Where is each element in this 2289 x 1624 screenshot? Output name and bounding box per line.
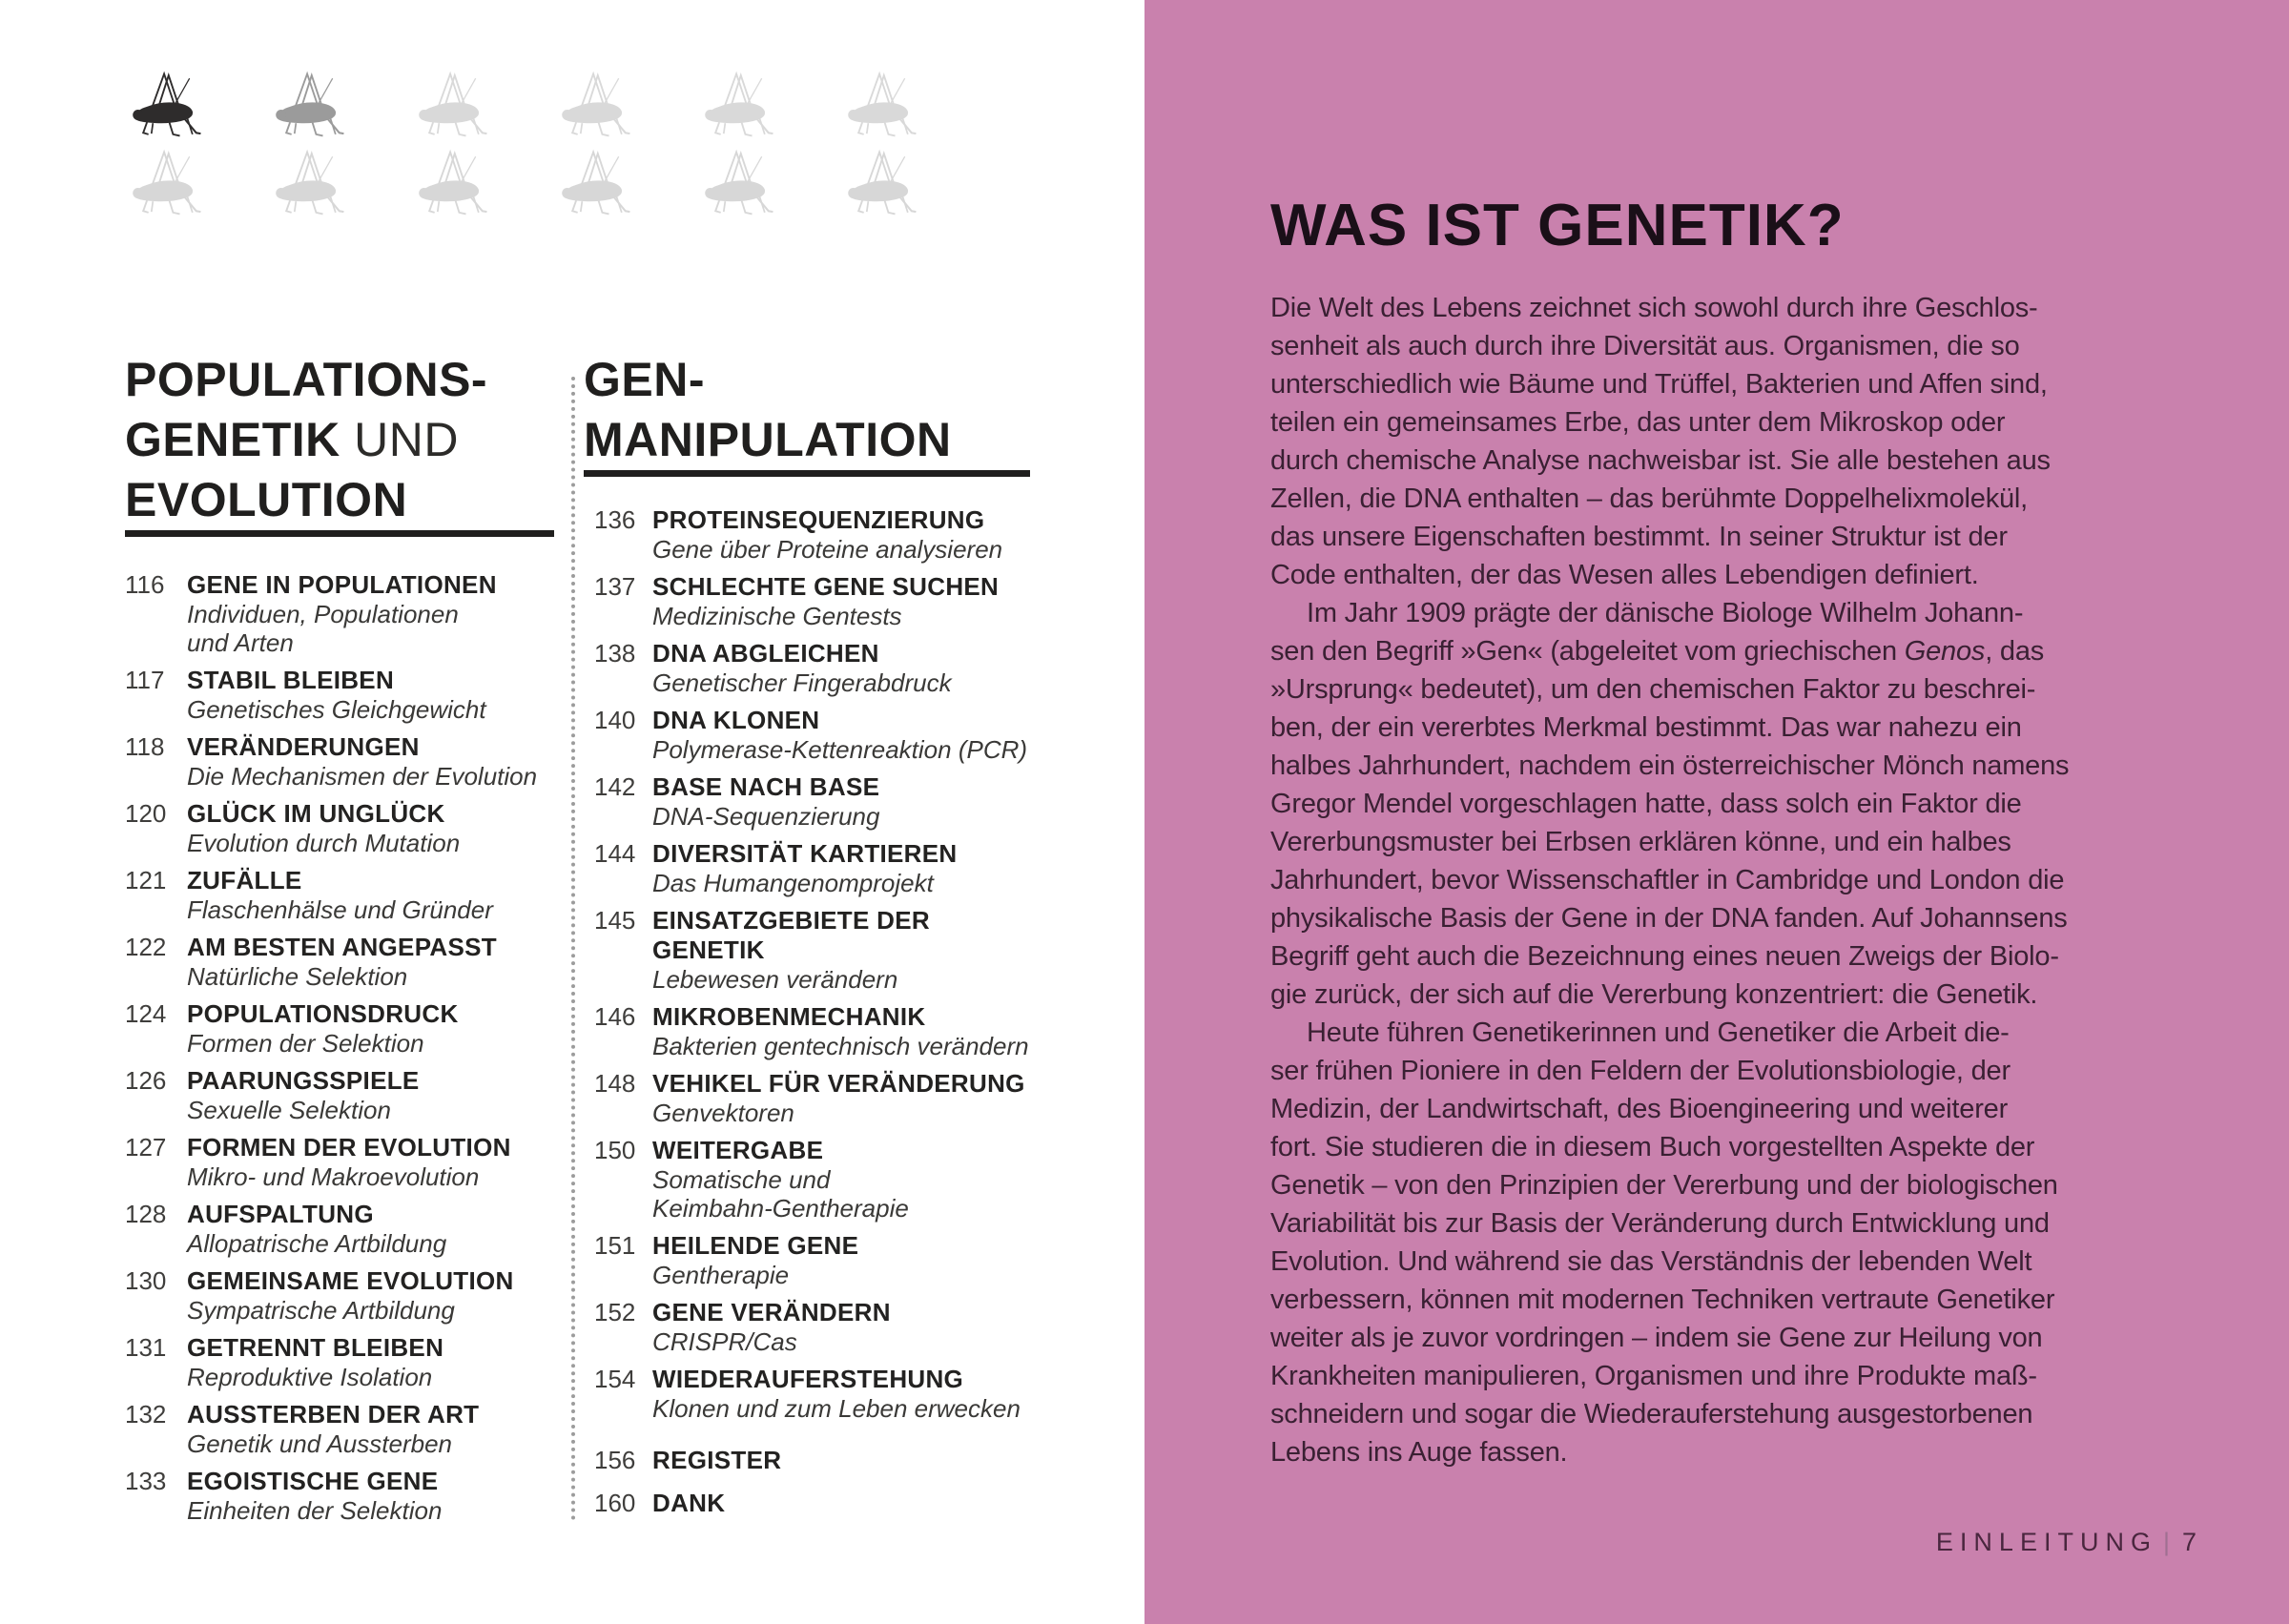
toc-entry-subtitle: Gene über Proteine analysieren [652,535,1003,564]
grasshopper-icon [553,147,696,216]
toc-entry-subtitle: Genetischer Fingerabdruck [652,668,952,697]
intro-text-line: Evolution. Und während sie das Verständnis der lebenden Welt [1270,1246,2032,1277]
toc-entry-body [652,572,1032,630]
toc-entry [584,1002,1032,1060]
toc-entry [125,866,562,924]
toc-entry-page-number: 145 [594,906,636,935]
intro-text-line: Lebens ins Auge fassen. [1270,1437,1568,1468]
toc-entry-subtitle: Genetik und Aussterben [187,1429,452,1458]
footer-separator: | [2162,1528,2176,1556]
toc-entry-body [652,839,1032,897]
toc-entry-subtitle: Medizinische Gentests [652,602,902,630]
toc-entry [584,639,1032,697]
toc-entry-title: EGOISTISCHE GENE [187,1467,439,1495]
toc-entry-page-number: 117 [125,666,165,694]
toc-entry-subtitle: Allopatrische Artbildung [187,1229,447,1258]
intro-text-line: Gregor Mendel vorgeschlagen hatte, dass solch ein Faktor die [1270,789,2022,819]
toc-entry-body [652,1298,1032,1356]
toc-entry-subtitle: und Arten [187,628,294,657]
toc-entry [584,772,1032,831]
toc-entry-subtitle: Reproduktive Isolation [187,1363,433,1391]
toc-title-bold-text: GEN- [584,353,705,406]
toc-entry [584,1446,1032,1475]
grasshopper-icon [839,147,982,216]
toc-entry-body [187,866,562,924]
toc-entry-title: REGISTER [652,1446,782,1474]
intro-text-line: Variabilität bis zur Basis der Veränderung durch Entwicklung und [1270,1208,2050,1239]
toc-entry [125,666,562,724]
toc-entry-title: AUSSTERBEN DER ART [187,1400,480,1429]
grasshopper-icon [267,69,410,137]
toc-entry-page-number: 132 [125,1400,167,1429]
toc-section-title-line [584,350,1032,410]
intro-text-line: Begriff geht auch die Bezeichnung eines neuen Zweigs der Biolo- [1270,941,2059,972]
intro-text-line: Im Jahr 1909 prägte der dänische Biologe Wilhelm Johann- [1307,598,2024,628]
intro-text-line: Genetik – von den Prinzipien der Vererbung und der biologischen [1270,1170,2058,1201]
toc-entry [584,1069,1032,1127]
toc-entry-title: GEMEINSAME EVOLUTION [187,1266,514,1295]
toc-entry-page-number: 126 [125,1066,167,1095]
toc-entry [125,570,562,657]
toc-entry-body [652,706,1032,764]
toc-entry-list [125,570,562,1525]
toc-section-rule [584,470,1030,477]
toc-entry-body [187,1200,562,1258]
intro-text-line: Zellen, die DNA enthalten – das berühmte Doppelhelixmolekül, [1270,483,2029,514]
toc-section-genmanipulation [584,350,1032,1531]
toc-entry-body [187,666,562,724]
toc-section-title-line [125,470,562,530]
toc-entry-body [187,1333,562,1391]
intro-text-line: durch chemische Analyse nachweisbar ist. Sie alle bestehen aus [1270,445,2051,476]
toc-entry [584,1298,1032,1356]
toc-section-title-line [125,350,562,410]
toc-entry-subtitle: Sympatrische Artbildung [187,1296,455,1325]
toc-entry-subtitle: Natürliche Selektion [187,962,408,991]
toc-entry-page-number: 137 [594,572,636,601]
toc-entry-list [584,505,1032,1423]
grasshopper-icon [553,69,696,137]
toc-entry-title: STABIL BLEIBEN [187,666,395,694]
toc-entry [584,839,1032,897]
toc-entry [125,1400,562,1458]
toc-entry [125,799,562,857]
toc-entry-body [187,1400,562,1458]
toc-title-bold-text: MANIPULATION [584,413,952,466]
toc-entry-title: AM BESTEN ANGEPASST [187,933,497,961]
intro-text-line: schneidern und sogar die Wiederauferstehung ausgestorbenen [1270,1399,2033,1429]
toc-entry-page-number: 131 [125,1333,167,1362]
grasshopper-icon [124,147,267,216]
toc-entry-subtitle: Keimbahn-Gentherapie [652,1194,909,1223]
toc-entry-body [187,1133,562,1191]
toc-entry-page-number: 133 [125,1467,167,1495]
toc-entry-page-number: 122 [125,933,167,961]
toc-entry-body [652,639,1032,697]
toc-entry [125,933,562,991]
intro-text-line: »Ursprung« bedeutet), um den chemischen Faktor zu beschrei- [1270,674,2036,705]
intro-text-line: Die Welt des Lebens zeichnet sich sowohl durch ihre Geschlos- [1270,293,2038,323]
intro-text-line: senheit als auch durch ihre Diversität aus. Organismen, die so [1270,331,2020,361]
toc-entry-body [652,1002,1032,1060]
grasshopper-icon [124,69,267,137]
toc-entry [584,572,1032,630]
toc-entry-title: EINSATZGEBIETE DER [652,906,930,935]
toc-entry-page-number: 156 [594,1446,636,1474]
toc-entry-page-number: 151 [594,1231,636,1260]
toc-entry-body [187,999,562,1058]
grasshopper-icon [267,147,410,216]
intro-text-line: Medizin, der Landwirtschaft, des Bioengineering und weiterer [1270,1094,2009,1124]
toc-entry-body [187,933,562,991]
intro-text-line: Vererbungsmuster bei Erbsen erklären könne, und ein halbes [1270,827,2011,857]
toc-entry-page-number: 130 [125,1266,167,1295]
toc-entry-title: SCHLECHTE GENE SUCHEN [652,572,1000,601]
toc-entry-title: GENE IN POPULATIONEN [187,570,497,599]
toc-entry-subtitle: Bakterien gentechnisch verändern [652,1032,1029,1060]
grasshopper-icon [696,69,839,137]
toc-entry-subtitle: DNA-Sequenzierung [652,802,880,831]
toc-entry [125,1066,562,1124]
footer-page-number: 7 [2181,1528,2203,1556]
toc-entry-page-number: 118 [125,732,165,761]
toc-entry-subtitle: Die Mechanismen der Evolution [187,762,538,791]
intro-text-line: Code enthalten, der das Wesen alles Lebendigen definiert. [1270,560,1979,590]
toc-page [0,0,1144,1624]
page-title: WAS IST GENETIK? [1270,193,1845,258]
intro-text-line: ben, der ein vererbtes Merkmal bestimmt. Das war nahezu ein [1270,712,2022,743]
toc-entry-title: AUFSPALTUNG [187,1200,374,1228]
toc-entry-title: FORMEN DER EVOLUTION [187,1133,511,1161]
toc-entry [584,1136,1032,1223]
toc-entry-title: ZUFÄLLE [187,866,302,894]
dotted-column-divider [571,377,575,1521]
toc-entry-page-number: 150 [594,1136,636,1164]
toc-entry-subtitle: Individuen, Populationen [187,600,459,628]
toc-entry [584,706,1032,764]
toc-title-bold-text: GENETIK [125,413,340,466]
grasshopper-illustration [124,69,982,225]
toc-entry [584,505,1032,564]
toc-entry-page-number: 152 [594,1298,636,1326]
toc-entry [125,1266,562,1325]
toc-title-bold-text: EVOLUTION [125,473,408,526]
toc-entry-body [652,1231,1032,1289]
toc-entry-page-number: 144 [594,839,636,868]
toc-entry-page-number: 138 [594,639,636,668]
toc-entry [125,1467,562,1525]
intro-text-line: weiter als je zuvor vordringen – indem sie Gene zur Heilung von [1270,1323,2043,1353]
toc-entry-page-number: 136 [594,505,636,534]
toc-entry-title: DANK [652,1489,726,1517]
toc-entry-page-number: 160 [594,1489,636,1517]
intro-body-text [1270,289,2129,1471]
toc-section-title-line [584,410,1032,470]
intro-text-line: verbessern, können mit modernen Techniken vertraute Genetiker [1270,1285,2055,1315]
toc-entry-subtitle: Gentherapie [652,1261,790,1289]
toc-entry-subtitle: Einheiten der Selektion [187,1496,443,1525]
toc-entry-title: DNA ABGLEICHEN [652,639,879,668]
page-footer [1936,1528,2203,1557]
toc-entry-subtitle: Somatische und [652,1165,831,1194]
intro-text-line: Jahrhundert, bevor Wissenschaftler in Cambridge und London die [1270,865,2065,895]
grasshopper-icon [839,69,982,137]
toc-entry-title: POPULATIONSDRUCK [187,999,459,1028]
toc-entry-page-number: 116 [125,570,165,599]
toc-entry-subtitle: Sexuelle Selektion [187,1096,391,1124]
toc-entry-title: PROTEINSEQUENZIERUNG [652,505,985,534]
toc-entry-body [652,772,1032,831]
toc-section-populationsgenetik [125,350,562,1533]
toc-entry-subtitle: Das Humangenomprojekt [652,869,934,897]
toc-section-rule [125,530,554,537]
toc-entry-body [652,906,1032,994]
toc-entry [125,1200,562,1258]
toc-entry-subtitle: Mikro- und Makroevolution [187,1162,480,1191]
toc-section-title-line [125,410,562,470]
toc-entry [125,1333,562,1391]
toc-entry-subtitle: Polymerase-Kettenreaktion (PCR) [652,735,1028,764]
intro-text-line: fort. Sie studieren die in diesem Buch vorgestellten Aspekte der [1270,1132,2035,1162]
toc-entry-title: GENETIK [652,935,765,964]
intro-page [1144,0,2289,1624]
toc-entry-title: WEITERGABE [652,1136,824,1164]
toc-entry-subtitle: Lebewesen verändern [652,965,898,994]
toc-entry-page-number: 148 [594,1069,636,1098]
toc-entry-page-number: 154 [594,1365,636,1393]
toc-entry-title: BASE NACH BASE [652,772,880,801]
toc-entry [125,732,562,791]
toc-entry-body [652,1069,1032,1127]
toc-entry-title: GETRENNT BLEIBEN [187,1333,444,1362]
toc-entry-body [652,505,1032,564]
toc-entry [125,1133,562,1191]
toc-entry-subtitle: Klonen und zum Leben erwecken [652,1394,1021,1423]
grasshopper-icon [410,69,553,137]
toc-entry [584,1365,1032,1423]
toc-entry-body [187,570,562,657]
toc-entry-body [652,1136,1032,1223]
toc-entry [584,1231,1032,1289]
intro-text-line: das unsere Eigenschaften bestimmt. In seiner Struktur ist der [1270,522,2008,552]
intro-text-line: physikalische Basis der Gene in der DNA fanden. Auf Johannsens [1270,903,2068,934]
grasshopper-icon [696,147,839,216]
toc-entry-title: PAARUNGSSPIELE [187,1066,420,1095]
toc-entry-page-number: 146 [594,1002,636,1031]
toc-entry [125,999,562,1058]
toc-entry-body [187,799,562,857]
grasshopper-row [124,147,982,225]
toc-entry-page-number: 124 [125,999,167,1028]
grasshopper-row [124,69,982,147]
toc-entry-body [187,1066,562,1124]
toc-entry-title: HEILENDE GENE [652,1231,859,1260]
toc-entry-title: VERÄNDERUNGEN [187,732,420,761]
toc-entry-subtitle: Evolution durch Mutation [187,829,461,857]
toc-entry-page-number: 142 [594,772,636,801]
toc-entry-page-number: 140 [594,706,636,734]
toc-entry-page-number: 128 [125,1200,167,1228]
toc-title-bold-text: POPULATIONS- [125,353,488,406]
intro-text-line: Krankheiten manipulieren, Organismen und ihre Produkte maß- [1270,1361,2037,1391]
toc-entry-subtitle: Genetisches Gleichgewicht [187,695,486,724]
intro-text-line: sen den Begriff »Gen« (abgeleitet vom griechischen Genos, das [1270,636,2045,667]
intro-text-line: gie zurück, der sich auf die Vererbung konzentriert: die Genetik. [1270,979,2038,1010]
toc-entry-title: DNA KLONEN [652,706,820,734]
grasshopper-icon [410,147,553,216]
intro-text-line: teilen ein gemeinsames Erbe, das unter dem Mikroskop oder [1270,407,2006,438]
toc-entry-page-number: 121 [125,866,167,894]
toc-entry-title: MIKROBENMECHANIK [652,1002,926,1031]
toc-entry-subtitle: CRISPR/Cas [652,1327,797,1356]
toc-entry [584,1489,1032,1518]
toc-entry-subtitle: Genvektoren [652,1099,794,1127]
toc-entry-page-number: 120 [125,799,167,828]
toc-entry-body [187,1467,562,1525]
toc-title-light-text: UND [340,413,459,466]
toc-entry-title: DIVERSITÄT KARTIEREN [652,839,958,868]
toc-entry-title: VEHIKEL FÜR VERÄNDERUNG [652,1069,1025,1098]
intro-text-line: unterschiedlich wie Bäume und Trüffel, Bakterien und Affen sind, [1270,369,2048,400]
toc-entry-body [652,1365,1032,1423]
toc-entry-page-number: 127 [125,1133,167,1161]
toc-entry-body [187,1266,562,1325]
intro-text-line: Heute führen Genetikerinnen und Genetiker die Arbeit die- [1307,1018,2010,1048]
intro-text-line: ser frühen Pioniere in den Feldern der Evolutionsbiologie, der [1270,1056,2011,1086]
toc-entry-body [187,732,562,791]
intro-text-line: halbes Jahrhundert, nachdem ein österreichischer Mönch namens [1270,750,2070,781]
toc-extra-entries [584,1446,1032,1518]
footer-section-label: EINLEITUNG [1935,1528,2157,1556]
toc-entry [584,906,1032,994]
toc-entry-title: GENE VERÄNDERN [652,1298,891,1326]
toc-entry-title: GLÜCK IM UNGLÜCK [187,799,445,828]
toc-entry-subtitle: Flaschenhälse und Gründer [187,895,493,924]
toc-entry-subtitle: Formen der Selektion [187,1029,424,1058]
toc-entry-title: WIEDERAUFERSTEHUNG [652,1365,964,1393]
